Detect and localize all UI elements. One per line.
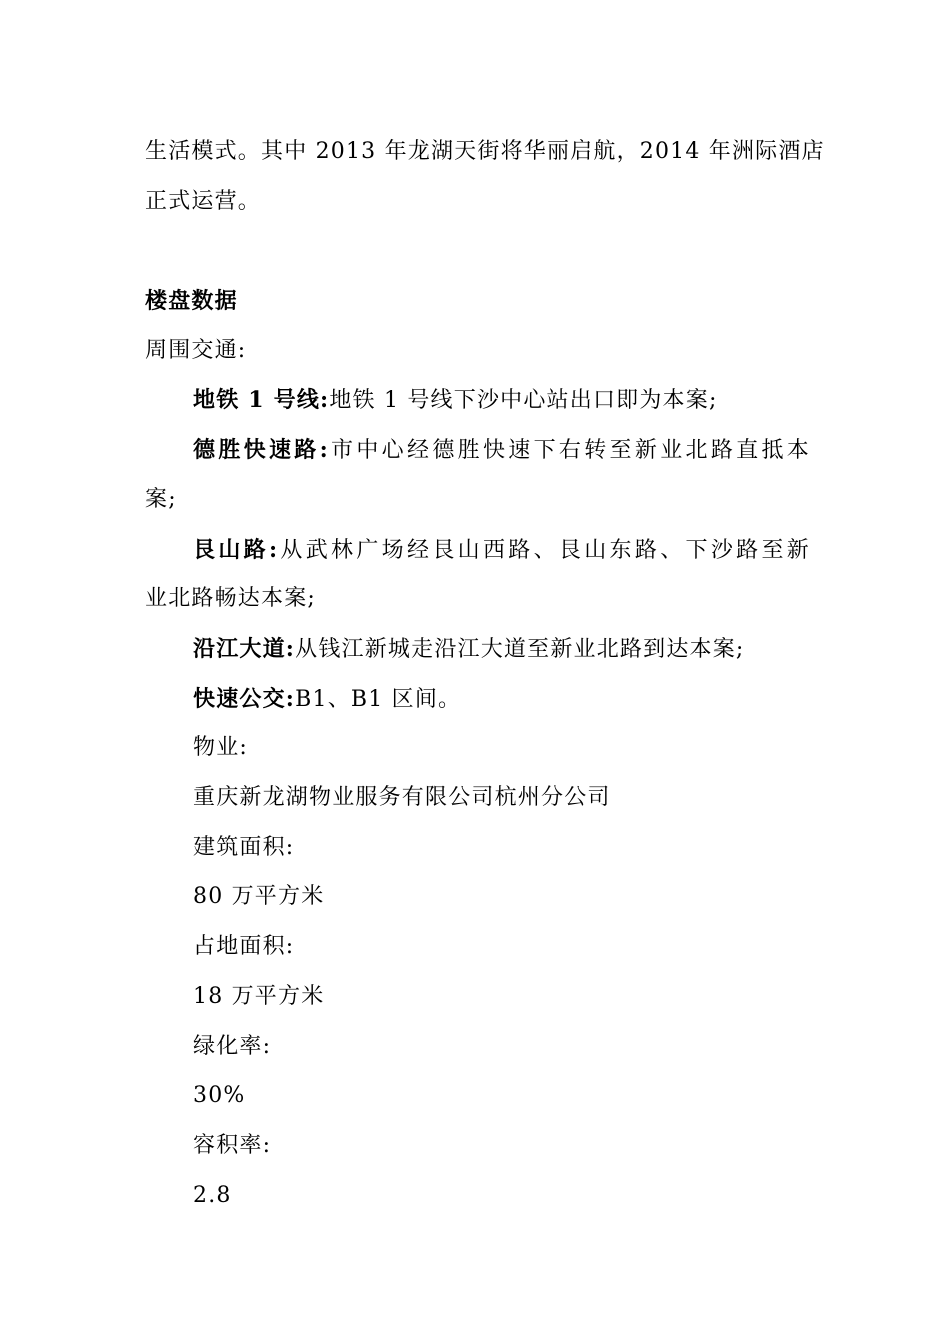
traffic-label-genshan: 艮山路:: [193, 537, 279, 563]
building-area-value: 80 万平方米: [193, 884, 325, 909]
plot-ratio-value: 2.8: [193, 1183, 232, 1208]
traffic-text-metro: 地铁 1 号线下沙中心站出口即为本案;: [329, 388, 718, 413]
traffic-cont-genshan: 业北路畅达本案;: [145, 586, 317, 611]
traffic-text-yanjiang: 从钱江新城走沿江大道至新业北路到达本案;: [295, 637, 745, 662]
green-rate-label: 绿化率:: [193, 1034, 272, 1059]
intro-line-2: 正式运营。: [145, 189, 262, 214]
green-rate-value: 30%: [193, 1083, 246, 1108]
section-heading: 楼盘数据: [145, 288, 238, 314]
land-area-value: 18 万平方米: [193, 984, 325, 1009]
property-label: 物业:: [193, 735, 249, 760]
property-value: 重庆新龙湖物业服务有限公司杭州分公司: [193, 785, 611, 810]
traffic-text-brt: B1、B1 区间。: [295, 687, 462, 712]
traffic-item-yanjiang: [193, 634, 810, 665]
traffic-text-genshan: 从武林广场经艮山西路、艮山东路、下沙路至新: [278, 538, 810, 563]
traffic-cont-desheng: 案;: [145, 487, 177, 512]
traffic-title: 周围交通:: [145, 338, 247, 363]
plot-ratio-label: 容积率:: [193, 1133, 272, 1158]
traffic-label-metro: 地铁 1 号线:: [193, 387, 330, 413]
traffic-label-desheng: 德胜快速路:: [193, 437, 329, 463]
traffic-item-genshan: [193, 535, 810, 566]
traffic-item-metro: [193, 385, 810, 416]
intro-line-1: 生活模式。其中 2013 年龙湖天街将华丽启航，2014 年洲际酒店: [145, 139, 825, 164]
traffic-label-brt: 快速公交:: [193, 686, 296, 712]
traffic-item-desheng: [193, 435, 810, 466]
traffic-label-yanjiang: 沿江大道:: [193, 636, 296, 662]
land-area-label: 占地面积:: [193, 934, 295, 959]
traffic-item-brt: [193, 684, 810, 715]
traffic-text-desheng: 市中心经德胜快速下右转至新业北路直抵本: [328, 438, 810, 463]
building-area-label: 建筑面积:: [193, 835, 295, 860]
